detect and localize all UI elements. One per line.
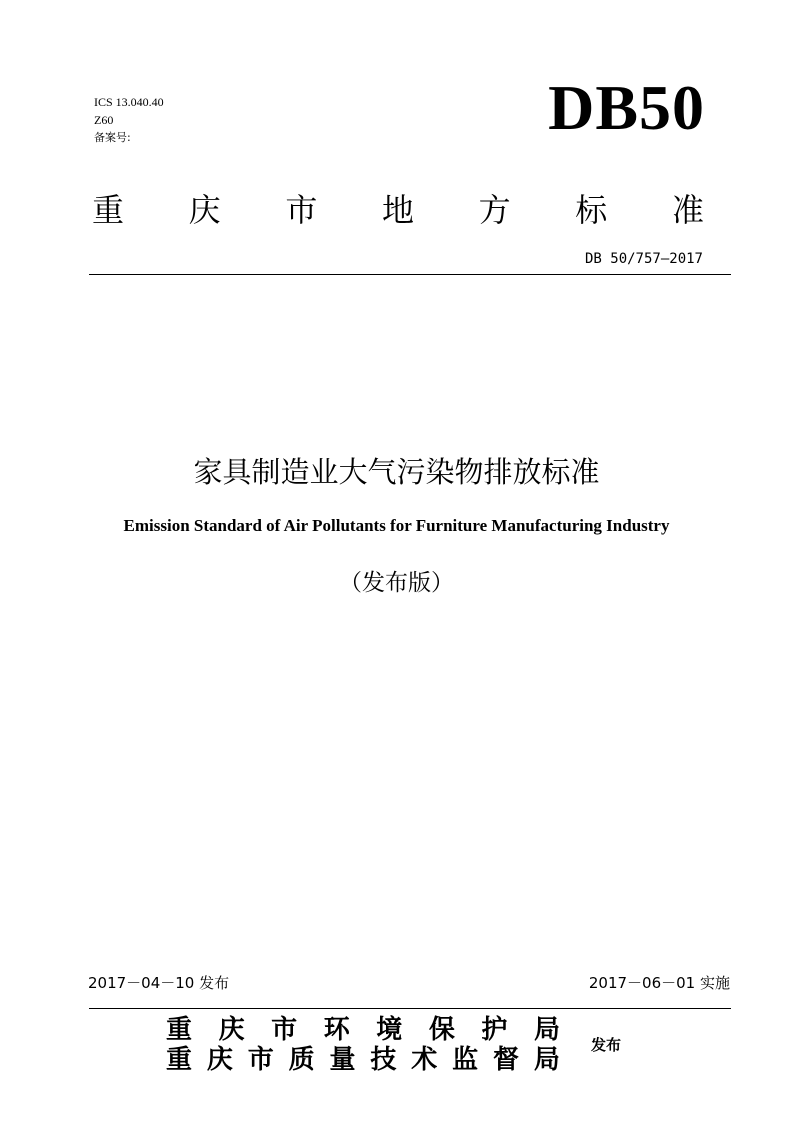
ics-code: ICS 13.040.40 [94, 95, 164, 109]
title-chinese: 家具制造业大气污染物排放标准 [193, 455, 600, 489]
standard-type-char: 准 [671, 191, 704, 229]
issuer-char: 术 [411, 1045, 438, 1075]
edition-label: （发布版） [339, 570, 454, 596]
publish-label: 发布 [591, 1036, 622, 1054]
issuer-char: 监 [452, 1045, 479, 1075]
issuer-environmental-protection-bureau [166, 1014, 560, 1046]
bottom-divider [89, 1008, 731, 1009]
issuer-char: 环 [323, 1015, 350, 1045]
issuer-char: 庆 [218, 1015, 245, 1045]
issuer-char: 督 [493, 1045, 520, 1075]
issuer-quality-supervision-bureau [166, 1044, 560, 1076]
standard-type-char: 方 [478, 191, 511, 229]
issuer-char: 重 [166, 1045, 193, 1075]
title-english: Emission Standard of Air Pollutants for Furniture Manufacturing Industry [123, 516, 670, 535]
top-divider [89, 274, 731, 275]
issuer-char: 市 [271, 1015, 298, 1045]
issuer-char: 局 [533, 1045, 560, 1075]
issuer-char: 市 [247, 1045, 274, 1075]
issuer-char: 重 [166, 1015, 193, 1045]
implementation-date: 2017－06－01 实施 [588, 974, 730, 992]
classification-code: Z60 [94, 113, 114, 127]
standard-type-char: 重 [92, 191, 125, 229]
standard-type-char: 标 [575, 191, 608, 229]
issue-date: 2017－04－10 发布 [88, 974, 230, 992]
standard-type-char: 庆 [188, 191, 221, 229]
record-number-label: 备案号: [94, 131, 131, 144]
issuer-char: 境 [376, 1015, 403, 1045]
issuer-char: 技 [370, 1045, 397, 1075]
standard-number: DB 50/757—2017 [584, 251, 703, 267]
issuer-char: 局 [533, 1015, 560, 1045]
issuer-char: 质 [288, 1045, 315, 1075]
standard-type-char: 市 [285, 191, 318, 229]
issuer-char: 护 [481, 1015, 508, 1045]
issuer-char: 庆 [206, 1045, 233, 1075]
standard-code: DB50 [548, 72, 705, 143]
standard-type-heading [92, 188, 704, 232]
issuer-char: 保 [428, 1015, 455, 1045]
issuer-char: 量 [329, 1045, 356, 1075]
standard-type-char: 地 [381, 191, 414, 229]
